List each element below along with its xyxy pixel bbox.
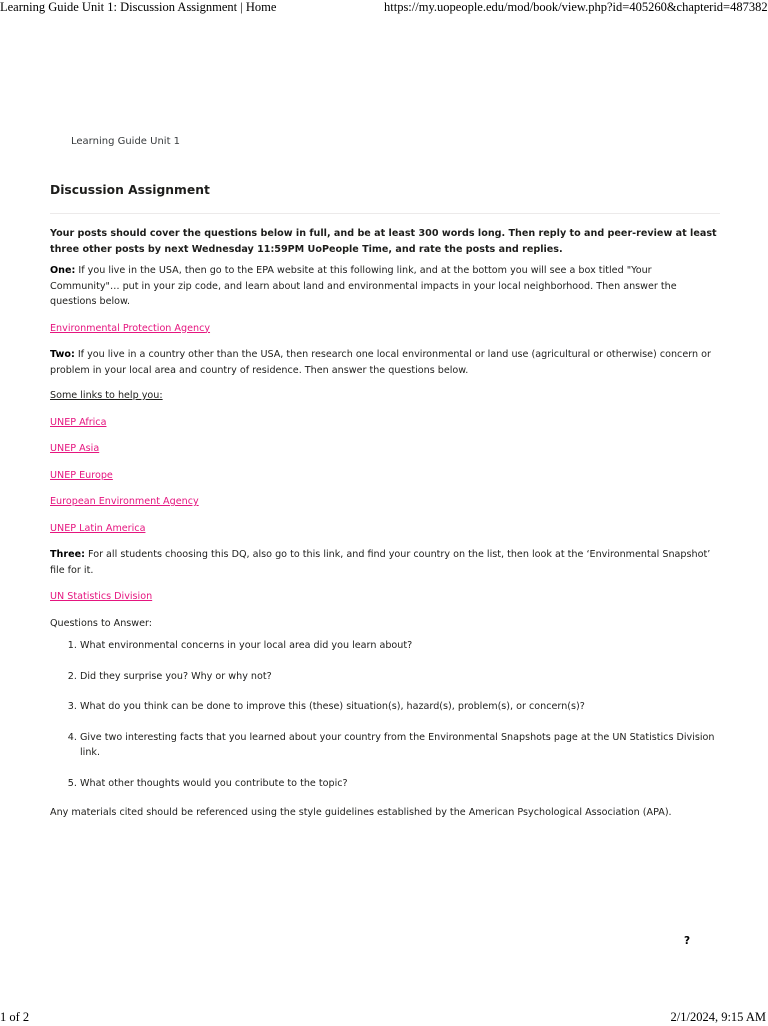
print-header-title: Learning Guide Unit 1: Discussion Assignment | Home <box>0 0 277 14</box>
step-three-text: For all students choosing this DQ, also go to this link, and find your country on the list, then look at the ‘Environmental Snapshot’ file for it. <box>50 549 711 576</box>
print-footer-datetime: 2/1/2024, 9:15 AM <box>670 1010 766 1024</box>
link-unep-latin-america[interactable]: UNEP Latin America <box>50 522 146 534</box>
questions-list <box>50 638 720 791</box>
step-one-text: If you live in the USA, then go to the EPA website at this following link, and at the bottom you will see a box titled "Your Community"… put in your zip code, and learn about land and environmental impacts in your local neighborhood. Then answer the questions below. <box>50 265 677 307</box>
step-one-label: One: <box>50 265 76 276</box>
link-epa[interactable]: Environmental Protection Agency <box>50 322 211 334</box>
print-header-url: https://my.uopeople.edu/mod/book/view.php?id=405260&chapterid=487382 <box>384 0 768 14</box>
book-chapter-content <box>50 181 720 821</box>
intro-text: Your posts should cover the questions below in full, and be at least 300 words long. Then reply to and peer-review at least three other posts by next Wednesday 11:59PM UoPeople Time, and rate the posts and replies. <box>50 228 717 255</box>
step-three-label: Three: <box>50 549 85 560</box>
link-european-environment-agency[interactable]: European Environment Agency <box>50 496 199 507</box>
step-two-label: Two: <box>50 349 75 360</box>
citation-note: Any materials cited should be referenced using the style guidelines established by the American Psychological Association (APA). <box>50 807 672 818</box>
help-icon[interactable]: ? <box>684 935 691 947</box>
question-item: 2. Did they surprise you? Why or why not? <box>80 669 720 685</box>
step-one <box>50 263 720 310</box>
page-title: Discussion Assignment <box>50 181 720 214</box>
step-two-text: If you live in a country other than the USA, then research one local environmental or land use (agricultural or otherwise) concern or problem in your local area and country of residence. Then answer the questions below. <box>50 349 711 376</box>
step-two <box>50 347 720 378</box>
link-unep-africa[interactable]: UNEP Africa <box>50 416 107 428</box>
print-footer-page: 1 of 2 <box>0 1010 30 1024</box>
helper-text: Some links to help you: <box>50 390 163 401</box>
print-header <box>0 0 768 18</box>
link-unep-asia[interactable]: UNEP Asia <box>50 443 100 454</box>
questions-heading: Questions to Answer: <box>50 617 153 629</box>
link-un-statistics-division[interactable]: UN Statistics Division <box>50 591 153 602</box>
step-three <box>50 547 720 578</box>
question-item: 5. What other thoughts would you contribute to the topic? <box>80 776 720 792</box>
link-unep-europe[interactable]: UNEP Europe <box>50 469 113 481</box>
question-item: 4. Give two interesting facts that you learned about your country from the Environmental Snapshots page at the UN Statistics Division link. <box>80 730 720 761</box>
question-item: 1. What environmental concerns in your local area did you learn about? <box>80 638 720 654</box>
question-item: 3. What do you think can be done to improve this (these) situation(s), hazard(s), problem(s), or concern(s)? <box>80 699 720 715</box>
breadcrumb[interactable]: Learning Guide Unit 1 <box>71 136 181 147</box>
